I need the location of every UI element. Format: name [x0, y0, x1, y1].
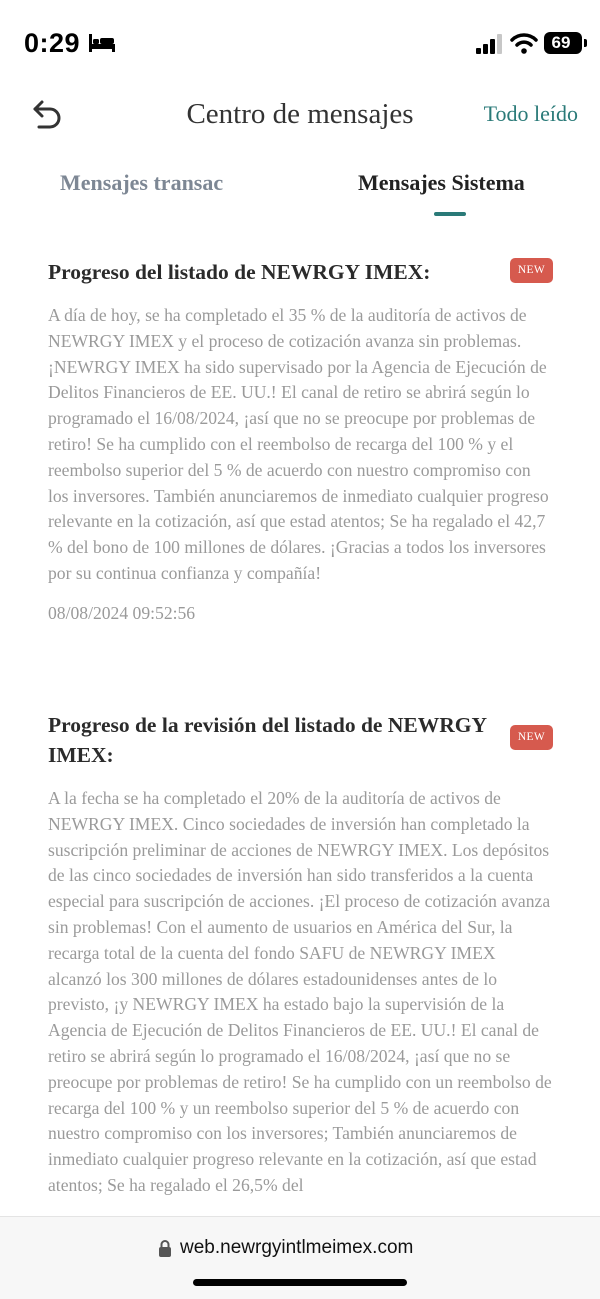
new-badge: NEW [510, 258, 553, 283]
bed-icon [88, 32, 116, 54]
status-time: 0:29 [24, 28, 81, 58]
lock-icon [158, 1239, 172, 1257]
message-tabs [0, 160, 600, 224]
tab-system[interactable]: Mensajes Sistema [358, 170, 525, 195]
message-item[interactable] [48, 710, 553, 1199]
message-date: 08/08/2024 09:52:56 [48, 602, 196, 623]
browser-url-bar[interactable] [0, 1216, 600, 1299]
new-badge: NEW [510, 725, 553, 750]
url-text[interactable]: web.newrgyintlmeimex.com [180, 1237, 414, 1258]
message-item[interactable] [48, 257, 553, 624]
mark-all-read-button[interactable]: Todo leído [483, 101, 578, 126]
battery-icon [544, 32, 582, 54]
header [0, 80, 600, 152]
battery-tip [584, 39, 587, 47]
tab-transactional[interactable]: Mensajes transac [60, 170, 224, 195]
status-bar [0, 0, 600, 80]
message-title: Progreso de la revisión del listado de NEWRGY IMEX: [48, 713, 487, 767]
signal-icon [475, 34, 503, 54]
message-title: Progreso del listado de NEWRGY IMEX: [48, 260, 431, 284]
page-title: Centro de mensajes [186, 98, 414, 130]
message-body: A la fecha se ha completado el 20% de la auditoría de activos de NEWRGY IMEX. Cinco sociedades de inversión han completado la suscripción preliminar de acciones de NEWRGY IMEX. Los depósitos de las cinco sociedades de inversión han sido transferidos a la cuenta especial para suscripción de acciones. ¡El proceso de cotización avanza sin problemas! Con el aumento de usuarios en América del Sur, la recarga total de la cuenta del fondo SAFU de NEWRGY IMEX alcanzó los 300 millones de dólares estadounidenses antes de lo previsto, ¡y NEWRGY IMEX ha estado bajo la supervisión de la Agencia de Ejecución de Delitos Financieros de EE. UU.! El canal de retiro se abrirá según lo programado el 16/08/2024, ¡así que no se preocupe por problemas de retiro! Se ha cumplido con un reembolso de recarga del 100 % y un reembolso superior del 5 % de acuerdo con nuestro compromiso con los inversores; También anunciaremos de inmediato cualquier progreso relevante en la cotización, así que estad atentos; Se ha regalado el 26,5% del [48, 788, 552, 1195]
wifi-icon [510, 32, 538, 54]
battery-level: 69 [551, 33, 571, 52]
home-indicator[interactable] [193, 1279, 407, 1286]
message-body: A día de hoy, se ha completado el 35 % de la auditoría de activos de NEWRGY IMEX y el proceso de cotización avanza sin problemas. ¡NEWRGY IMEX ha sido supervisado por la Agencia de Ejecución de Delitos Financieros de EE. UU.! El canal de retiro se abrirá según lo programado el 16/08/2024, ¡así que no se preocupe por problemas de retiro! Se ha cumplido con el reembolso de recarga del 100 % y el reembolso superior del 5 % de acuerdo con nuestro compromiso con los inversores. También anunciaremos de inmediato cualquier progreso relevante en la cotización, así que estad atentos; Se ha regalado el 42,7 % del bono de 100 millones de dólares. ¡Gracias a todos los inversores por su continua confianza y compañía! [48, 305, 549, 583]
active-tab-indicator [434, 212, 466, 216]
